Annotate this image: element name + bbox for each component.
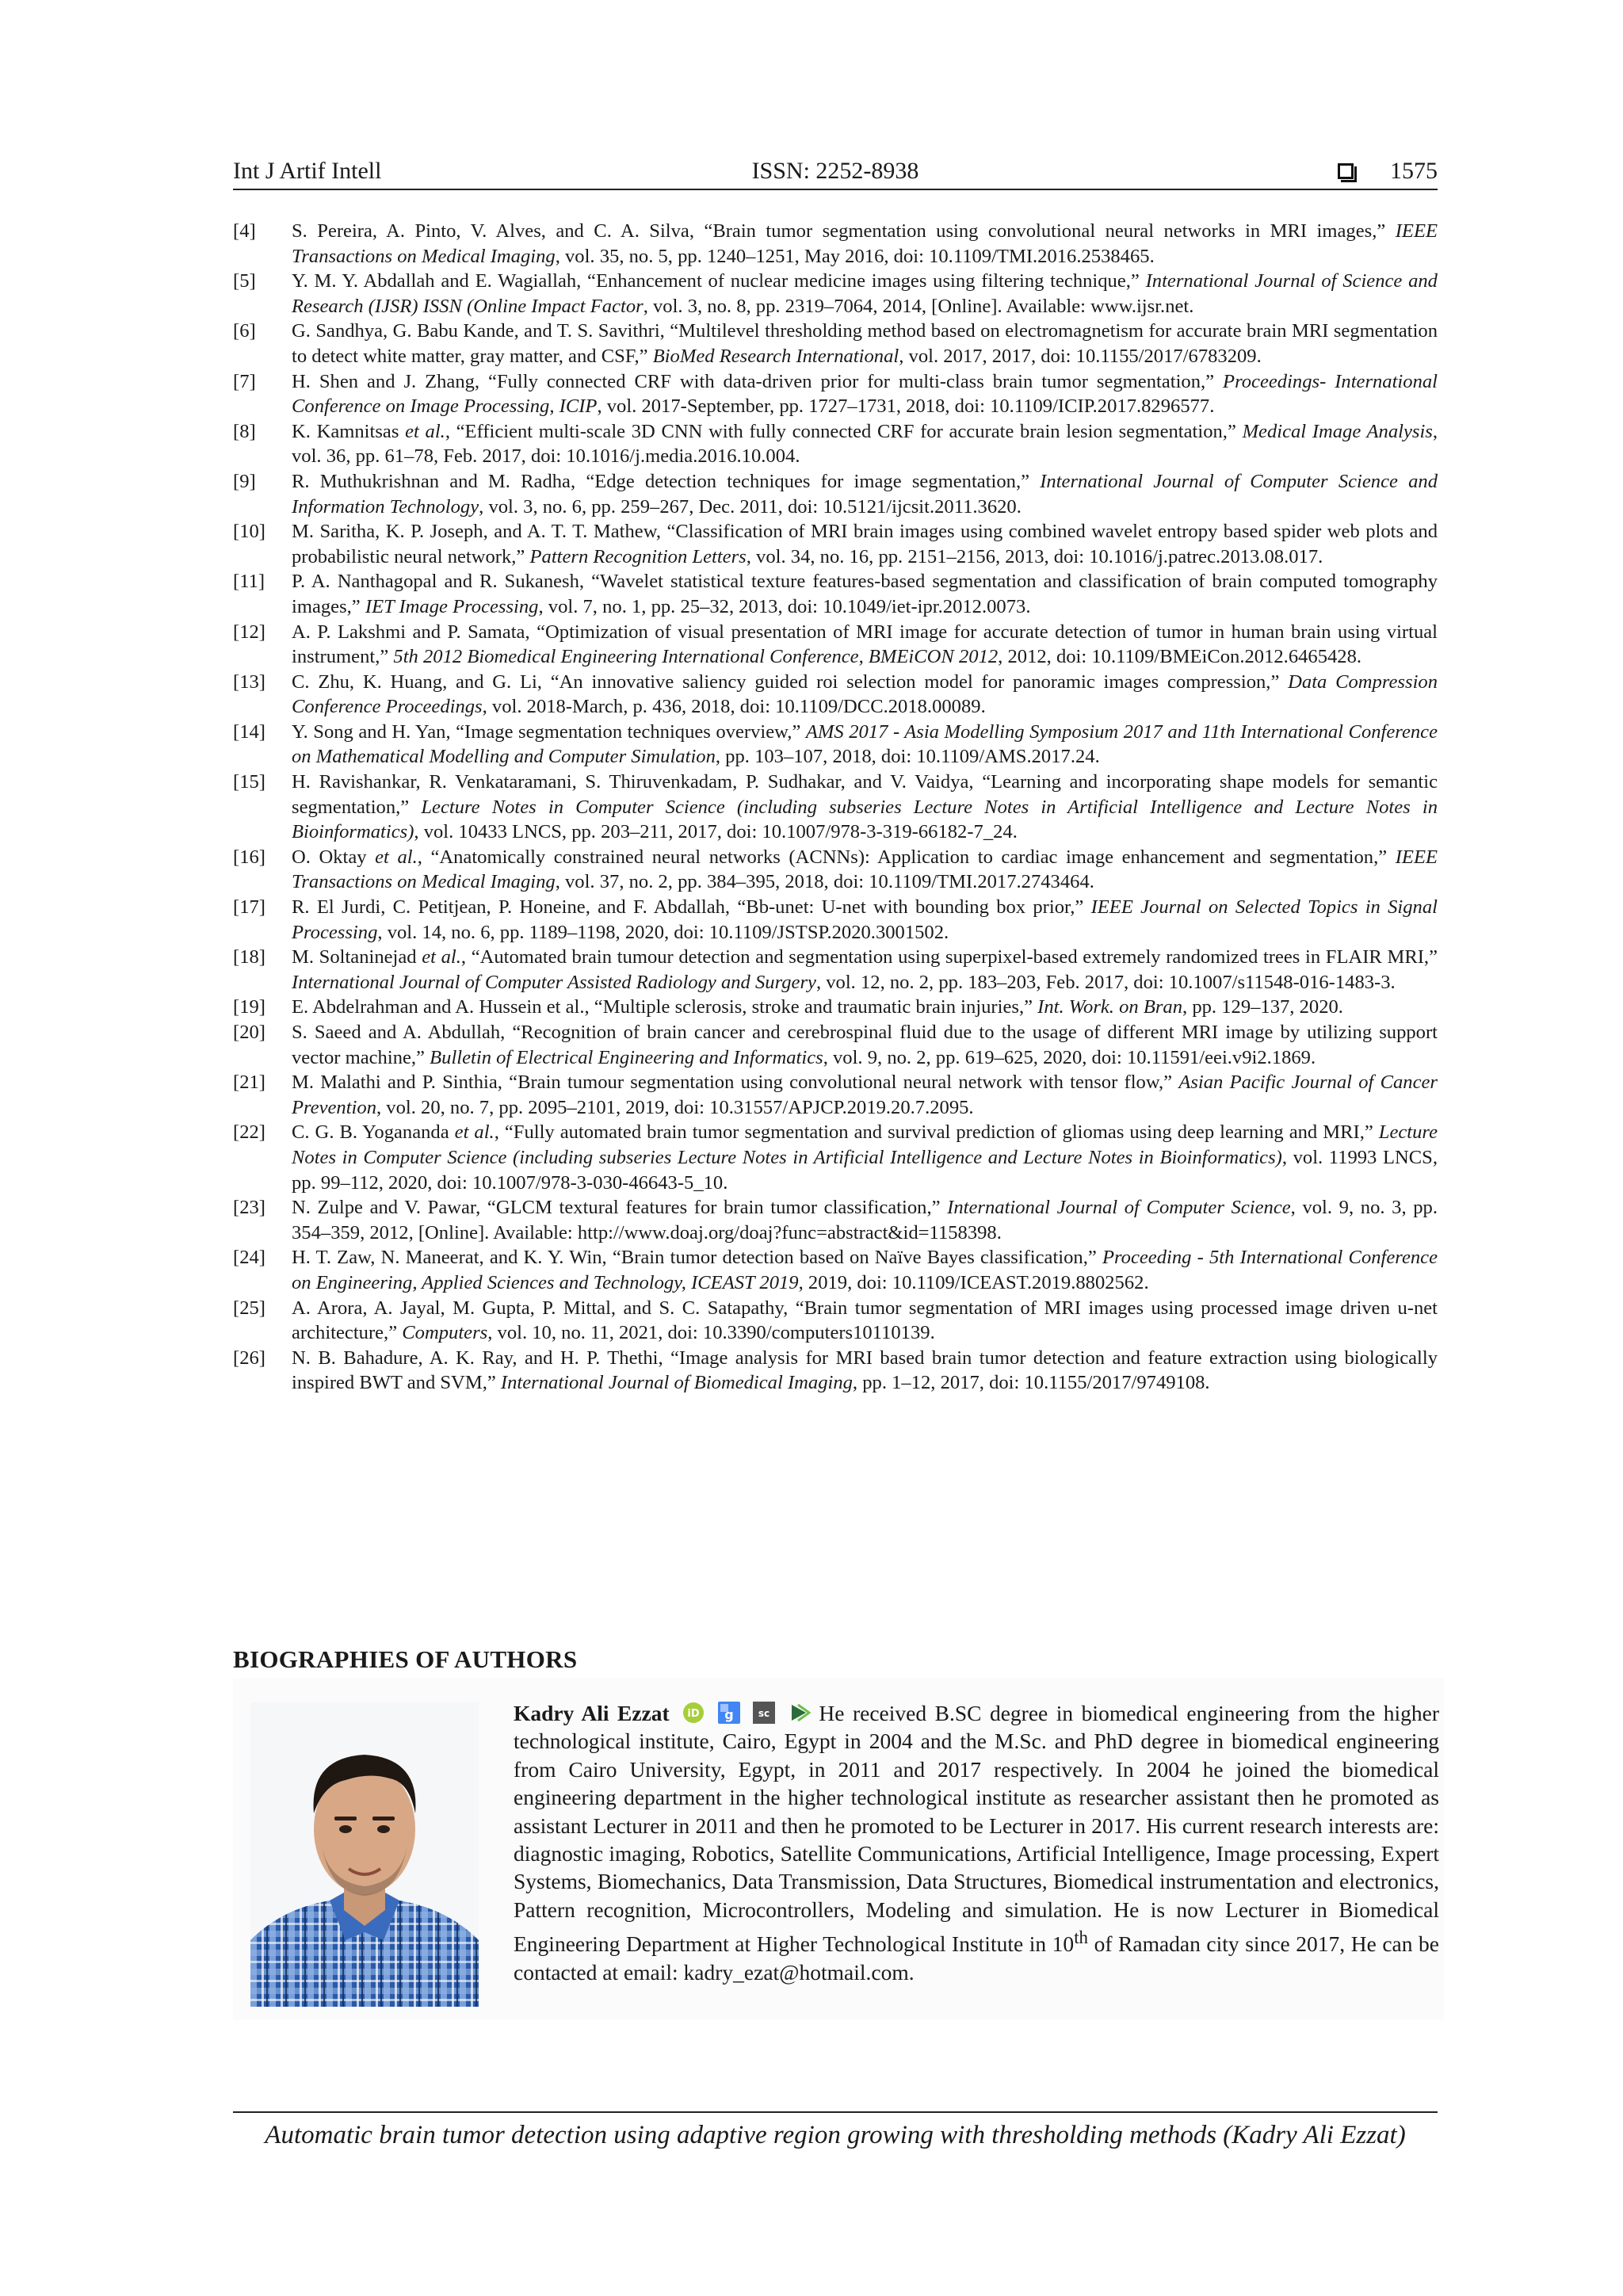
reference-item (233, 469, 1438, 519)
reference-item (233, 770, 1438, 845)
reference-text (292, 319, 1438, 369)
reference-venue: International Journal of Computer Assisted Radiology and Surgery (292, 971, 816, 993)
reference-title: , “Efficient multi-scale 3D CNN with fully connected CRF for accurate brain lesion segmentation,” (445, 420, 1236, 442)
reference-authors-title: C. G. B. Yogananda (292, 1121, 449, 1144)
reference-item (233, 1195, 1438, 1245)
reference-authors-title: H. T. Zaw, N. Maneerat, and K. Y. Win, “Brain tumor detection based on Naïve Bayes classification,” (292, 1247, 1097, 1269)
box-icon (1338, 163, 1354, 179)
reference-venue: Lecture Notes in Computer Science (including subseries Lecture Notes in Artificial Intelligence and Lecture Notes in Bioinformatics) (292, 796, 1438, 843)
svg-text:iD: iD (687, 1708, 700, 1720)
author-biography (514, 1699, 1439, 1986)
reference-venue: International Journal of Computer Science (947, 1197, 1291, 1219)
reference-number: [10] (233, 521, 265, 543)
reference-venue: Bulletin of Electrical Engineering and Informatics (430, 1046, 823, 1068)
reference-venue: Pattern Recognition Letters (529, 545, 747, 567)
reference-venue: BioMed Research International (652, 345, 899, 367)
reference-number: [4] (233, 220, 256, 242)
reference-item (233, 945, 1438, 995)
reference-item (233, 269, 1438, 319)
reference-item (233, 519, 1438, 569)
reference-authors-title: M. Saritha, K. P. Joseph, and A. T. T. Mathew, “Classification of MRI brain images using combined wavelet entropy based spider web plots and probabilistic neural network,” (292, 521, 1438, 567)
reference-authors-title: R. Muthukrishnan and M. Radha, “Edge detection techniques for image segmentation,” (292, 470, 1030, 492)
reference-item (233, 569, 1438, 619)
author-name: Kadry Ali Ezzat (514, 1701, 670, 1725)
reference-details: , vol. 9, no. 3, pp. 354–359, 2012, [Online]. Available: http://www.doaj.org/doaj?func=abstract&id=1158398. (292, 1197, 1438, 1244)
reference-venue: International Journal of Computer Science and Information Technology (292, 470, 1438, 518)
reference-authors-title: A. Arora, A. Jayal, M. Gupta, P. Mittal, and S. C. Satapathy, “Brain tumor segmentation of MRI images using processed image driven u-net architecture,” (292, 1297, 1438, 1344)
page-header (233, 154, 1438, 189)
reference-authors-title: C. Zhu, K. Huang, and G. Li, “An innovative saliency guided roi selection model for panoramic images compression,” (292, 670, 1280, 693)
superscript-th: th (1074, 1927, 1089, 1948)
reference-text (292, 519, 1438, 569)
reference-item (233, 720, 1438, 770)
reference-authors-title: Y. Song and H. Yan, “Image segmentation techniques overview,” (292, 720, 801, 743)
reference-item (233, 1020, 1438, 1070)
reference-text (292, 1120, 1438, 1195)
page-number: 1575 (1390, 158, 1438, 184)
reference-text (292, 845, 1438, 895)
reference-venue: International Journal of Biomedical Imaging (500, 1372, 853, 1394)
reference-number: [7] (233, 370, 256, 392)
reference-title: , “Fully automated brain tumor segmentation and survival prediction of gliomas using deep learning and MRI,” (494, 1121, 1373, 1144)
reference-details: , vol. 2017-September, pp. 1727–1731, 2018, doi: 10.1109/ICIP.2017.8296577. (597, 395, 1215, 418)
reference-authors-title: E. Abdelrahman and A. Hussein et al., “Multiple sclerosis, stroke and traumatic brain injuries,” (292, 996, 1033, 1018)
author-photo (250, 1702, 479, 2007)
reference-details: , vol. 35, no. 5, pp. 1240–1251, May 2016, doi: 10.1109/TMI.2016.2538465. (555, 245, 1155, 267)
reference-venue: AMS 2017 - Asia Modelling Symposium 2017 and 11th International Conference on Mathematical Modelling and Computer Simulation (292, 720, 1438, 768)
reference-authors-title: S. Pereira, A. Pinto, V. Alves, and C. A. Silva, “Brain tumor segmentation using convolutional neural networks in MRI images,” (292, 220, 1386, 242)
reference-item (233, 995, 1438, 1020)
biography-text: He received B.SC degree in biomedical engineering from the higher technological institute, Cairo, Egypt in 2004 and the M.Sc. and PhD degree in biomedical engineering from Cairo University, Egypt, in 2011 and 2017 respectively. In 2004 he joined the biomedical engineering department in the higher technological institute as researcher assistant then he promoted as assistant Lecturer in 2011 and then he promoted to be Lecturer in 2017. His current research interests are: diagnostic imaging, Robotics, Satellite Communications, Artificial Intelligence, Image processing, Expert Systems, Biomechanics, Data Transmission, Data Structures, Biomedical instrumentation and electronics, Pattern recognition, Microcontrollers, Modeling and simulation. He is now Lecturer in Biomedical Engineering Department at Higher Technological Institute in 10 (514, 1701, 1440, 1957)
reference-number: [16] (233, 846, 265, 868)
reference-authors-title: Y. M. Y. Abdallah and E. Wagiallah, “Enhancement of nuclear medicine images using filtering technique,” (292, 270, 1140, 292)
reference-item (233, 1120, 1438, 1195)
reference-venue: IET Image Processing (365, 595, 539, 617)
reference-details: , pp. 103–107, 2018, doi: 10.1109/AMS.2017.24. (715, 746, 1100, 768)
reference-details: , vol. 37, no. 2, pp. 384–395, 2018, doi: 10.1109/TMI.2017.2743464. (555, 871, 1094, 893)
biography-text-end: of Ramadan city since 2017, He can be contacted at email: kadry_ezat@hotmail.com. (514, 1931, 1439, 1985)
reference-item (233, 1346, 1438, 1396)
reference-venue: Medical Image Analysis (1242, 420, 1433, 442)
reference-authors-title: H. Ravishankar, R. Venkataramani, S. Thiruvenkadam, P. Sudhakar, and V. Vaidya, “Learning and incorporating shape models for semantic segmentation,” (292, 771, 1438, 818)
reference-authors-title: A. P. Lakshmi and P. Samata, “Optimization of visual presentation of MRI image for accurate detection of tumor in human brain using virtual instrument,” (292, 621, 1438, 668)
reference-details: , vol. 10, no. 11, 2021, doi: 10.3390/computers10110139. (487, 1322, 935, 1344)
reference-authors-title: N. B. Bahadure, A. K. Ray, and H. P. Thethi, “Image analysis for MRI based brain tumor detection and feature extraction using biologically inspired BWT and SVM,” (292, 1347, 1438, 1394)
reference-et-al: et al. (422, 946, 461, 968)
reference-number: [23] (233, 1197, 265, 1219)
header-rule (233, 189, 1438, 190)
reference-number: [13] (233, 670, 265, 693)
reference-number: [21] (233, 1072, 265, 1094)
reference-details: , vol. 2017, 2017, doi: 10.1155/2017/6783209. (899, 345, 1262, 367)
reference-item (233, 1245, 1438, 1295)
reference-venue: Int. Work. on Bran (1037, 996, 1183, 1018)
reference-details: , 2019, doi: 10.1109/ICEAST.2019.8802562. (798, 1271, 1149, 1293)
reference-title: , “Automated brain tumour detection and segmentation using superpixel-based extremely randomized trees in FLAIR MRI,” (460, 946, 1438, 968)
reference-text (292, 1070, 1438, 1120)
svg-text:g: g (724, 1707, 734, 1722)
page-number-group (1338, 154, 1438, 189)
reference-venue: Asian Pacific Journal of Cancer Prevention (292, 1072, 1438, 1118)
reference-item (233, 670, 1438, 720)
reference-authors-title: M. Malathi and P. Sinthia, “Brain tumour segmentation using convolutional neural network with tensor flow,” (292, 1072, 1173, 1094)
reference-number: [26] (233, 1347, 265, 1369)
reference-venue: IEEE Transactions on Medical Imaging (292, 846, 1438, 893)
orcid-icon[interactable] (682, 1702, 705, 1724)
reference-venue: 5th 2012 Biomedical Engineering International Conference, BMEiCON 2012 (393, 646, 999, 668)
reference-item (233, 1070, 1438, 1120)
reference-number: [15] (233, 771, 265, 793)
reference-text (292, 720, 1438, 770)
reference-authors-title: G. Sandhya, G. Babu Kande, and T. S. Savithri, “Multilevel thresholding method based on electromagnetism for accurate brain MRI segmentation to detect white matter, gray matter, and CSF,” (292, 320, 1438, 367)
reference-details: , pp. 1–12, 2017, doi: 10.1155/2017/9749108. (852, 1372, 1210, 1394)
reference-number: [12] (233, 621, 265, 643)
reference-text (292, 620, 1438, 670)
reference-et-al: et al. (454, 1121, 495, 1144)
reference-details: , vol. 9, no. 2, pp. 619–625, 2020, doi: 10.11591/eei.v9i2.1869. (823, 1046, 1316, 1068)
reference-item (233, 1296, 1438, 1346)
reference-details: , vol. 20, no. 7, pp. 2095–2101, 2019, doi: 10.31557/APJCP.2019.20.7.2095. (376, 1096, 974, 1118)
reference-venue: IEEE Transactions on Medical Imaging (292, 220, 1438, 267)
reference-details: , vol. 3, no. 8, pp. 2319–7064, 2014, [Online]. Available: www.ijsr.net. (643, 295, 1194, 317)
reference-text (292, 945, 1438, 995)
reference-item (233, 895, 1438, 945)
reference-venue: Proceeding - 5th International Conference on Engineering, Applied Sciences and Technology, ICEAST 2019 (292, 1247, 1438, 1293)
reference-text (292, 419, 1438, 469)
reference-venue: Computers (402, 1322, 488, 1344)
publons-icon[interactable] (789, 1702, 811, 1724)
reference-text (292, 670, 1438, 720)
reference-item (233, 369, 1438, 419)
reference-item (233, 845, 1438, 895)
reference-text (292, 219, 1438, 269)
reference-item (233, 319, 1438, 369)
reference-text (292, 1020, 1438, 1070)
reference-details: , vol. 36, pp. 61–78, Feb. 2017, doi: 10.1016/j.media.2016.10.004. (292, 420, 1438, 468)
reference-details: , vol. 10433 LNCS, pp. 203–211, 2017, doi: 10.1007/978-3-319-66182-7_24. (414, 821, 1018, 843)
reference-et-al: et al. (375, 846, 418, 868)
google-scholar-icon[interactable] (718, 1702, 740, 1724)
reference-text (292, 995, 1438, 1020)
reference-item (233, 419, 1438, 469)
page-footer: Automatic brain tumor detection using adaptive region growing with thresholding methods (Kadry Ali Ezzat) (265, 2121, 1406, 2149)
references-list (233, 219, 1438, 1396)
reference-text (292, 1195, 1438, 1245)
reference-venue: IEEE Journal on Selected Topics in Signal Processing (292, 896, 1438, 943)
reference-text (292, 895, 1438, 945)
reference-number: [17] (233, 896, 265, 919)
biographies-heading: BIOGRAPHIES OF AUTHORS (233, 1645, 578, 1673)
issn: ISSN: 2252-8938 (751, 158, 919, 184)
reference-venue: Data Compression Conference Proceedings (292, 670, 1438, 718)
reference-text (292, 1245, 1438, 1295)
reference-details: , pp. 129–137, 2020. (1182, 996, 1343, 1018)
reference-text (292, 770, 1438, 845)
journal-name: Int J Artif Intell (233, 158, 382, 184)
svg-text:sc: sc (758, 1708, 770, 1719)
reference-details: , vol. 12, no. 2, pp. 183–203, Feb. 2017, doi: 10.1007/s11548-016-1483-3. (815, 971, 1396, 993)
reference-item (233, 620, 1438, 670)
reference-venue: Proceedings- International Conference on Image Processing, ICIP (292, 370, 1438, 418)
reference-details: , 2012, doi: 10.1109/BMEiCon.2012.6465428. (998, 646, 1362, 668)
reference-authors-title: R. El Jurdi, C. Petitjean, P. Honeine, and F. Abdallah, “Bb-unet: U-net with bounding box prior,” (292, 896, 1084, 919)
reference-et-al: et al. (405, 420, 445, 442)
scopus-icon[interactable] (753, 1702, 775, 1724)
footer-rule (233, 2111, 1438, 2113)
reference-authors-title: O. Oktay (292, 846, 367, 868)
reference-text (292, 569, 1438, 619)
reference-text (292, 1296, 1438, 1346)
reference-authors-title: M. Soltaninejad (292, 946, 417, 968)
reference-number: [24] (233, 1247, 265, 1269)
reference-number: [25] (233, 1297, 265, 1319)
reference-text (292, 1346, 1438, 1396)
reference-number: [11] (233, 571, 265, 593)
reference-authors-title: P. A. Nanthagopal and R. Sukanesh, “Wavelet statistical texture features-based segmentation and classification of brain computed tomography images,” (292, 571, 1438, 617)
reference-text (292, 369, 1438, 419)
reference-authors-title: K. Kamnitsas (292, 420, 399, 442)
reference-item (233, 219, 1438, 269)
reference-venue: Lecture Notes in Computer Science (including subseries Lecture Notes in Artificial Intelligence and Lecture Notes in Bioinformatics) (292, 1121, 1438, 1168)
reference-details: , vol. 34, no. 16, pp. 2151–2156, 2013, doi: 10.1016/j.patrec.2013.08.017. (746, 545, 1323, 567)
reference-authors-title: H. Shen and J. Zhang, “Fully connected CRF with data-driven prior for multi-class brain tumor segmentation,” (292, 370, 1215, 392)
reference-details: , vol. 11993 LNCS, pp. 99–112, 2020, doi: 10.1007/978-3-030-46643-5_10. (292, 1146, 1438, 1194)
reference-details: , vol. 7, no. 1, pp. 25–32, 2013, doi: 10.1049/iet-ipr.2012.0073. (538, 595, 1031, 617)
reference-number: [14] (233, 720, 265, 743)
reference-details: , vol. 3, no. 6, pp. 259–267, Dec. 2011, doi: 10.5121/ijcsit.2011.3620. (479, 495, 1022, 518)
reference-text (292, 469, 1438, 519)
reference-details: , vol. 2018-March, p. 436, 2018, doi: 10.1109/DCC.2018.00089. (482, 696, 986, 718)
reference-number: [19] (233, 996, 265, 1018)
reference-number: [22] (233, 1121, 265, 1144)
reference-venue: International Journal of Science and Research (IJSR) ISSN (Online Impact Factor (292, 270, 1438, 317)
reference-number: [20] (233, 1022, 265, 1043)
reference-number: [6] (233, 320, 256, 342)
reference-number: [18] (233, 946, 265, 968)
reference-number: [8] (233, 420, 256, 442)
reference-title: , “Anatomically constrained neural networks (ACNNs): Application to cardiac image enhancement and segmentation,” (417, 846, 1388, 868)
reference-number: [5] (233, 270, 256, 292)
reference-text (292, 269, 1438, 319)
reference-details: , vol. 14, no. 6, pp. 1189–1198, 2020, doi: 10.1109/JSTSP.2020.3001502. (377, 921, 949, 943)
reference-number: [9] (233, 470, 256, 492)
reference-authors-title: N. Zulpe and V. Pawar, “GLCM textural features for brain tumor classification,” (292, 1197, 941, 1219)
reference-authors-title: S. Saeed and A. Abdullah, “Recognition of brain cancer and cerebrospinal fluid due to the usage of different MRI image by utilizing support vector machine,” (292, 1022, 1438, 1068)
